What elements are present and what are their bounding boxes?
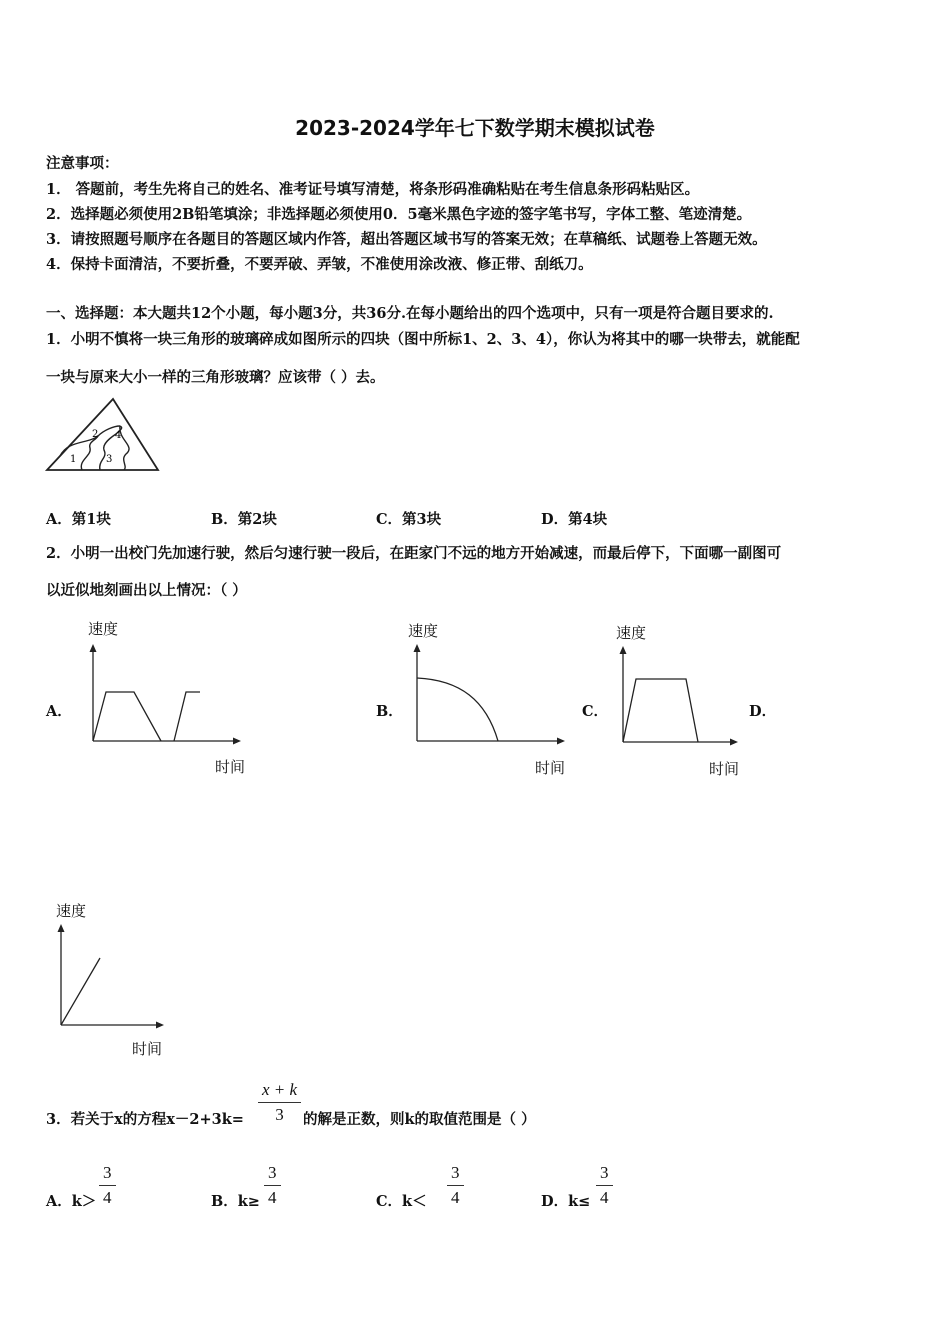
notice-item: 4．保持卡面清洁，不要折叠，不要弄破、弄皱，不准使用涂改液、修正带、刮纸刀。 [46, 256, 593, 273]
denominator: 4 [103, 1188, 112, 1207]
graph-c-y-label: 速度 [616, 624, 647, 642]
page-title: 2023-2024学年七下数学期末模拟试卷 [295, 116, 655, 140]
graph-b-y-label: 速度 [408, 622, 439, 640]
numerator: 3 [268, 1163, 277, 1182]
q1-stem-line2: 一块与原来大小一样的三角形玻璃？应该带（ ）去。 [46, 369, 385, 386]
q3-option-d-fraction [596, 1163, 613, 1208]
q1-option-a: A．第1块 [46, 511, 111, 528]
graph-b [410, 644, 570, 748]
graph-a [86, 644, 246, 748]
q3-option-a-fraction [99, 1163, 116, 1208]
q2-option-d: D． [749, 703, 777, 720]
notice-heading: 注意事项： [46, 155, 119, 172]
fraction-bar [258, 1102, 301, 1103]
numerator: 3 [600, 1163, 609, 1182]
q3-stem-b: 的解是正数，则k的取值范围是（ ） [303, 1111, 536, 1128]
graph-b-x-label: 时间 [535, 759, 566, 777]
graph-d [54, 924, 174, 1030]
numerator: 3 [451, 1163, 460, 1182]
graph-d-y-label: 速度 [56, 902, 87, 920]
numerator: 3 [103, 1163, 112, 1182]
piece-label-3: 3 [106, 454, 113, 465]
q2-option-c: C． [582, 703, 609, 720]
piece-label-2: 2 [92, 429, 99, 440]
q1-triangle-figure [44, 396, 164, 476]
q2-stem-line2: 以近似地刻画出以上情况：（ ） [46, 582, 247, 599]
notice-item: 1． 答题前，考生先将自己的姓名、准考证号填写清楚，将条形码准确粘贴在考生信息条形码粘贴区。 [46, 181, 700, 198]
piece-label-1: 1 [70, 454, 77, 465]
piece-label-4: 4 [115, 430, 122, 441]
notice-item: 2．选择题必须使用2B铅笔填涂；非选择题必须使用0．5毫米黑色字迹的签字笔书写，字体工整、笔迹清楚。 [46, 206, 752, 223]
q3-option-a-label: A．k＞ [46, 1193, 97, 1210]
fraction-bar [264, 1185, 281, 1186]
graph-d-x-label: 时间 [132, 1040, 163, 1058]
fraction-bar [596, 1185, 613, 1186]
graph-a-y-label: 速度 [88, 620, 119, 638]
denominator: 4 [268, 1188, 277, 1207]
fraction-bar [99, 1185, 116, 1186]
fraction-bar [447, 1185, 464, 1186]
denominator: 4 [451, 1188, 460, 1207]
q3-option-c-label: C．k＜ [376, 1193, 427, 1210]
q3-fraction [258, 1080, 301, 1125]
graph-a-x-label: 时间 [215, 758, 246, 776]
q3-stem-a: 3．若关于x的方程x－2+3k= [46, 1111, 244, 1128]
q2-stem-line1: 2．小明一出校门先加速行驶，然后匀速行驶一段后，在距家门不远的地方开始减速，而最后停下，下面哪一副图可 [46, 545, 782, 562]
denominator: 4 [600, 1188, 609, 1207]
q3-option-b-label: B．k≥ [211, 1193, 260, 1210]
q2-option-a: A． [46, 703, 72, 720]
q3-fraction-denominator: 3 [275, 1105, 284, 1124]
q1-option-c: C．第3块 [376, 511, 442, 528]
q2-option-b: B． [376, 703, 403, 720]
q1-option-d: D．第4块 [541, 511, 608, 528]
q3-option-c-fraction [447, 1163, 464, 1208]
section-heading: 一、选择题：本大题共12个小题，每小题3分，共36分.在每小题给出的四个选项中，只有一项是符合题目要求的. [46, 305, 774, 322]
q3-option-d-label: D．k≤ [541, 1193, 591, 1210]
graph-c [616, 646, 746, 748]
q1-stem-line1: 1．小明不慎将一块三角形的玻璃碎成如图所示的四块（图中所标1、2、3、4），你认为将其中的哪一块带去，就能配 [46, 331, 800, 348]
q1-option-b: B．第2块 [211, 511, 277, 528]
notice-item: 3．请按照题号顺序在各题目的答题区域内作答，超出答题区域书写的答案无效；在草稿纸、试题卷上答题无效。 [46, 231, 767, 248]
graph-c-x-label: 时间 [709, 760, 740, 778]
q3-fraction-numerator: x + k [262, 1080, 298, 1099]
q3-option-b-fraction [264, 1163, 281, 1208]
